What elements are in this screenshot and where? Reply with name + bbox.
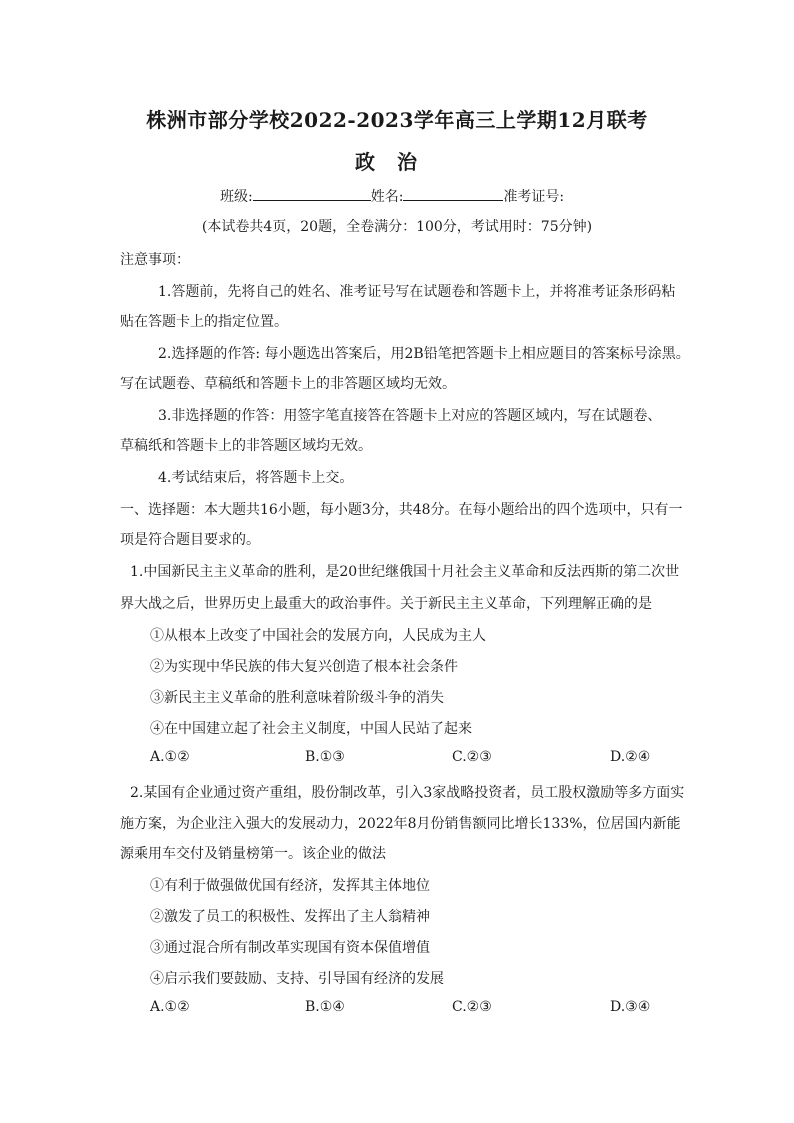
q1-option-d: D.②④ xyxy=(610,749,651,765)
notice-item-1a: 1.答题前，先将自己的姓名、准考证号写在试题卷和答题卡上，并将准考证条形码粘 xyxy=(158,284,676,300)
class-label: 班级: xyxy=(220,189,253,205)
notice-item-4: 4.考试结束后，将答题卡上交。 xyxy=(158,470,354,486)
name-label: 姓名: xyxy=(370,189,404,205)
q1-statement-1: ①从根本上改变了中国社会的发展方向，人民成为主人 xyxy=(150,628,486,644)
section-heading-a: 一、选择题：本大题共16小题，每小题3分，共48分。在每小题给出的四个选项中，只有一 xyxy=(120,502,683,518)
notice-item-3a: 3.非选择题的作答：用签字笔直接答在答题卡上对应的答题区域内，写在试题卷、 xyxy=(158,408,662,424)
q2-option-b: B.①④ xyxy=(305,999,345,1015)
q1-statement-2: ②为实现中华民族的伟大复兴创造了根本社会条件 xyxy=(150,659,458,675)
notice-item-2b: 写在试题卷、草稿纸和答题卡上的非答题区域均无效。 xyxy=(120,376,456,392)
q2-option-a: A.①② xyxy=(150,999,190,1015)
q2-option-c: C.②③ xyxy=(452,999,492,1015)
q2-statement-1: ①有利于做强做优国有经济，发挥其主体地位 xyxy=(150,878,430,894)
exam-title: 株洲市部分学校2022-2023学年高三上学期12月联考 xyxy=(146,108,648,132)
notice-item-3b: 草稿纸和答题卡上的非答题区域均无效。 xyxy=(120,438,372,454)
q2-option-d: D.③④ xyxy=(610,999,651,1015)
q2-statement-4: ④启示我们要鼓励、支持、引导国有经济的发展 xyxy=(150,971,444,987)
name-blank xyxy=(403,186,503,201)
q1-statement-3: ③新民主主义革命的胜利意味着阶级斗争的消失 xyxy=(150,690,444,706)
q1-options xyxy=(0,749,794,767)
notice-item-1b: 贴在答题卡上的指定位置。 xyxy=(120,314,288,330)
q2-stem-b: 施方案，为企业注入强大的发展动力，2022年8月份销售额同比增长133%，位居国内新能 xyxy=(120,816,681,832)
q2-stem-c: 源乘用车交付及销量榜第一。该企业的做法 xyxy=(120,846,386,862)
id-label: 准考证号: xyxy=(503,189,565,205)
q2-statement-2: ②激发了员工的积极性、发挥出了主人翁精神 xyxy=(150,909,430,925)
notice-item-2a: 2.选择题的作答: 每小题选出答案后，用2B铅笔把答题卡上相应题目的答案标号涂黑。 xyxy=(158,346,690,362)
candidate-info-line xyxy=(220,186,564,206)
q1-stem-b: 界大战之后，世界历史上最重大的政治事件。关于新民主主义革命，下列理解正确的是 xyxy=(120,596,652,612)
section-heading-b: 项是符合题目要求的。 xyxy=(120,532,260,548)
q1-option-a: A.①② xyxy=(150,749,190,765)
class-blank xyxy=(253,186,371,201)
q1-stem-a: 1.中国新民主主义革命的胜利，是20世纪继俄国十月社会主义革命和反法西斯的第二次世 xyxy=(130,564,680,580)
exam-meta: (本试卷共4页，20题，全卷满分：100分，考试用时：75分钟) xyxy=(201,219,593,235)
q2-statement-3: ③通过混合所有制改革实现国有资本保值增值 xyxy=(150,940,430,956)
subject-title: 政治 xyxy=(355,150,439,174)
q1-option-c: C.②③ xyxy=(452,749,492,765)
q1-statement-4: ④在中国建立起了社会主义制度，中国人民站了起来 xyxy=(150,721,472,737)
q2-options xyxy=(0,999,794,1017)
notice-heading: 注意事项： xyxy=(120,252,190,268)
q1-option-b: B.①③ xyxy=(305,749,345,765)
q2-stem-a: 2.某国有企业通过资产重组，股份制改革，引入3家战略投资者，员工股权激励等多方面实 xyxy=(130,785,685,801)
